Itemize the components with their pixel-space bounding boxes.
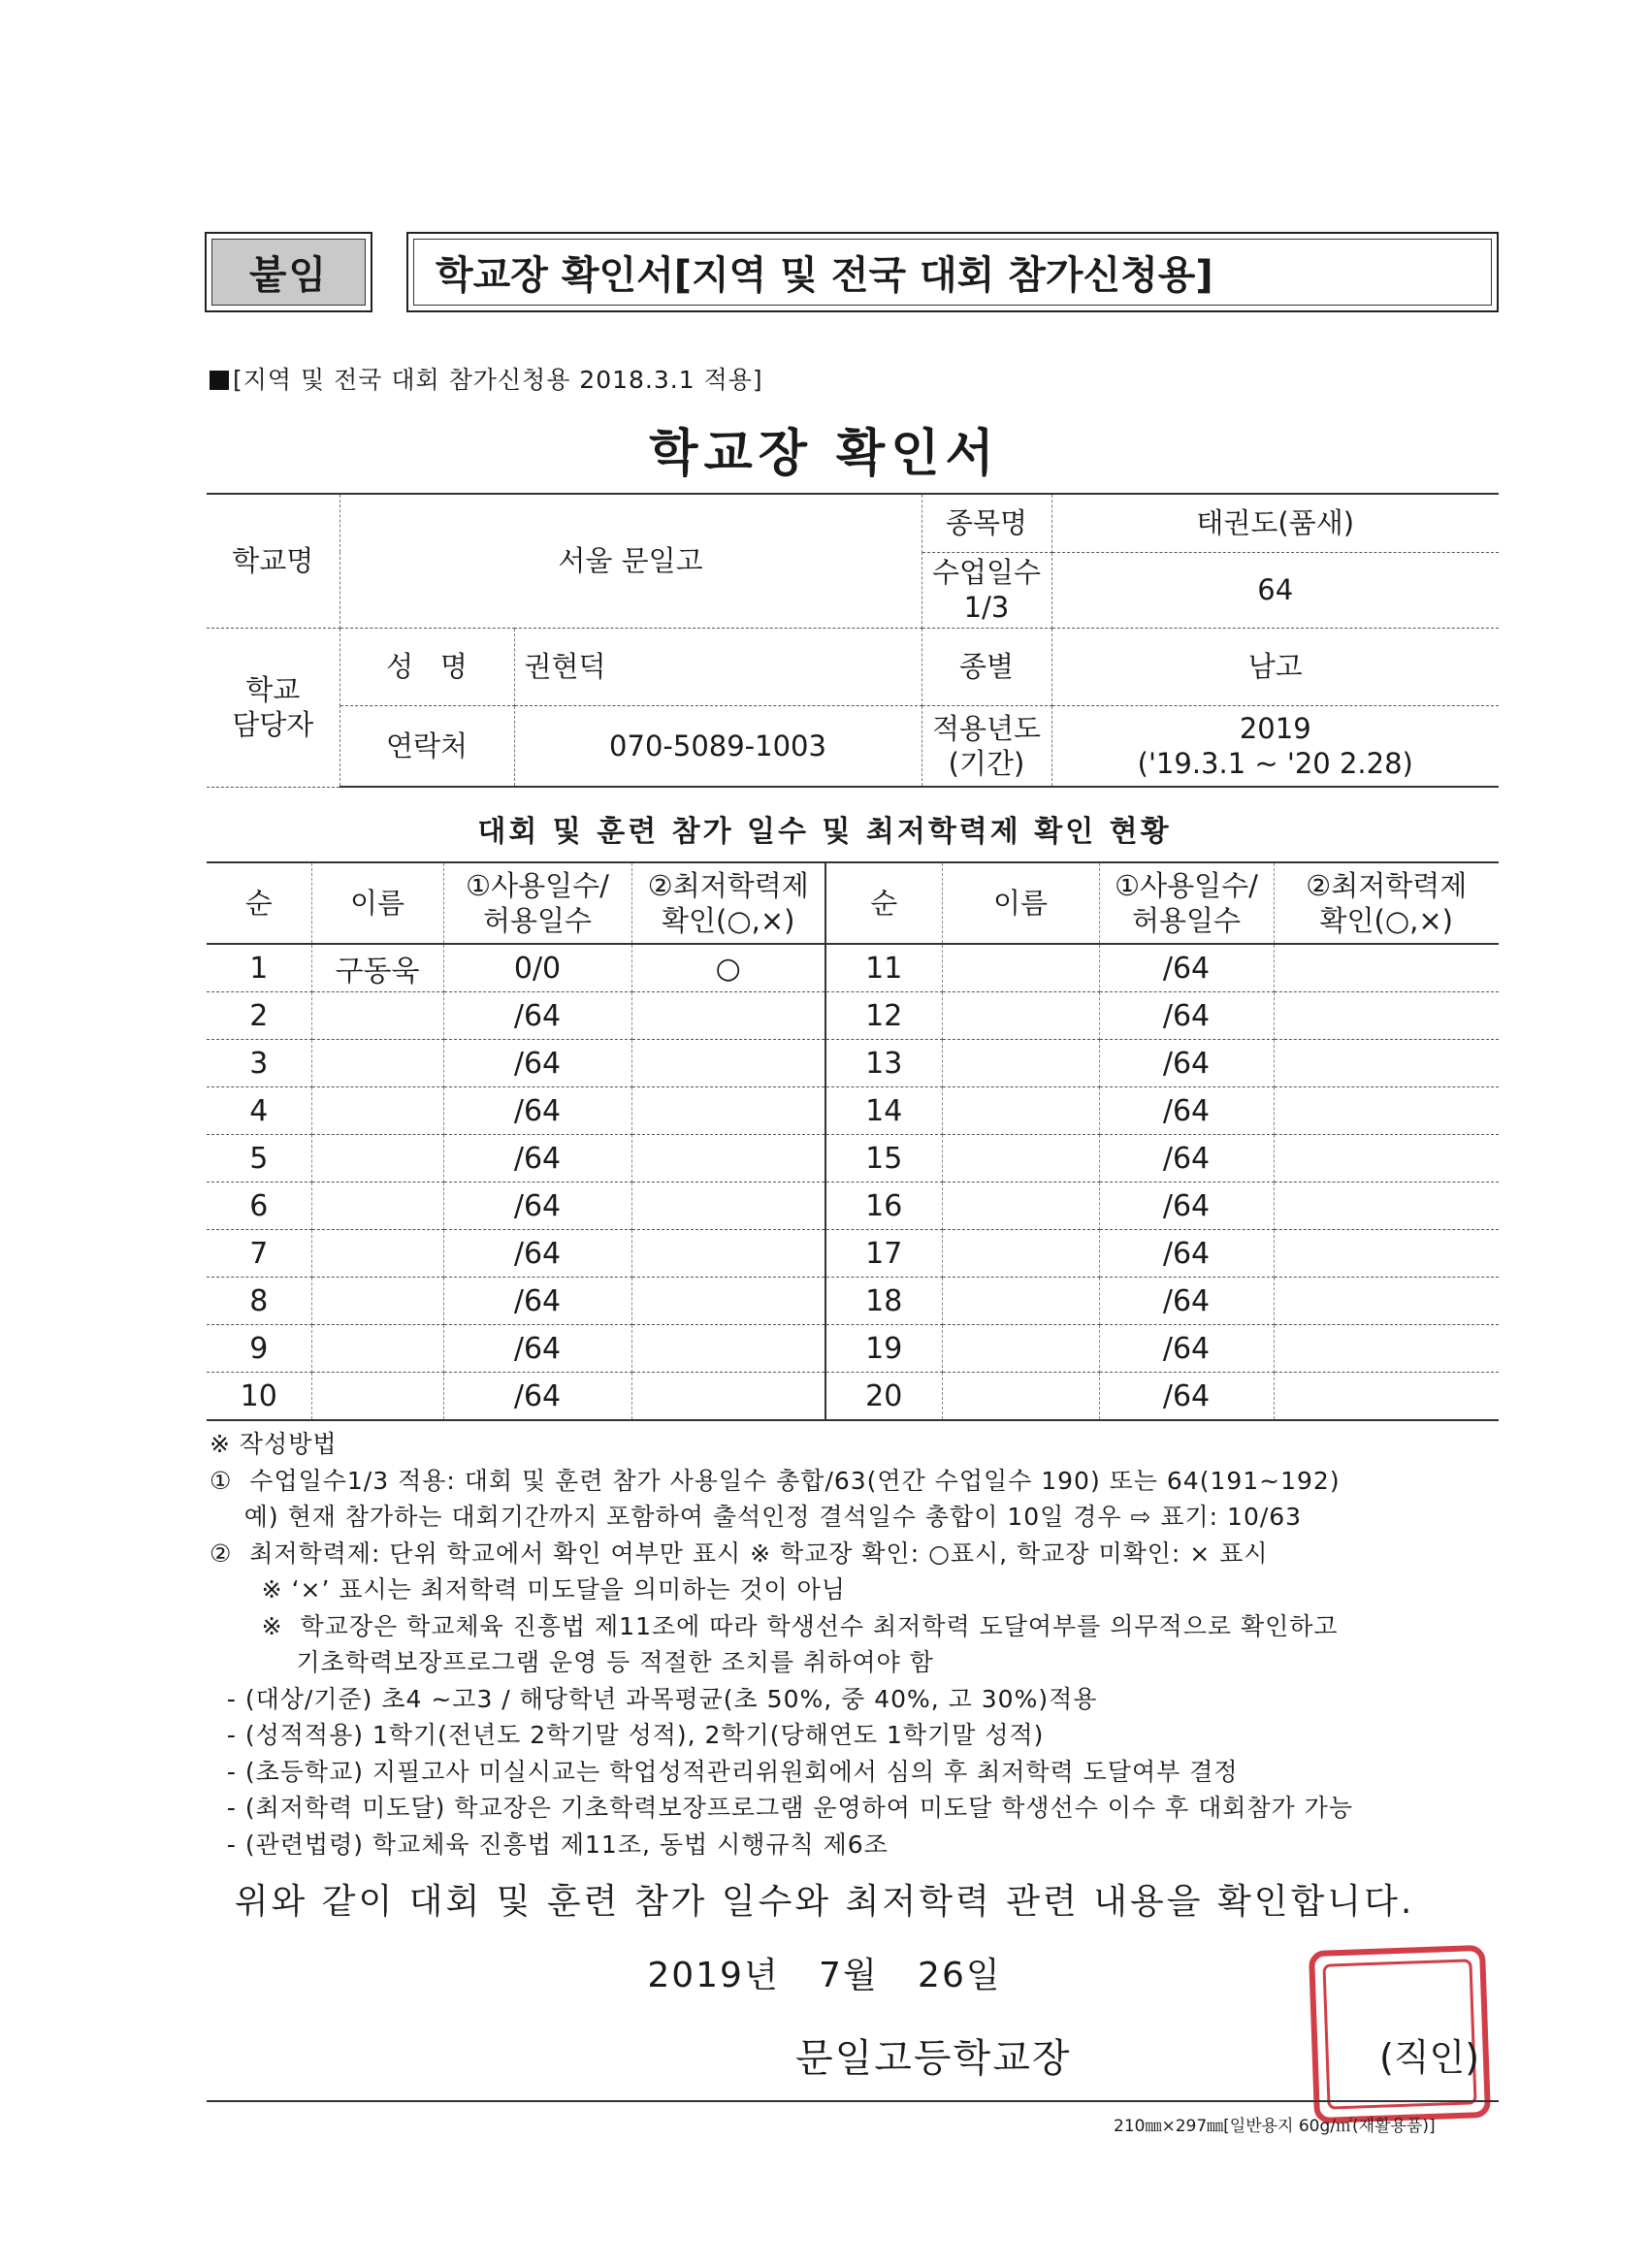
class-days-label: 수업일수 1/3 <box>922 552 1051 628</box>
notes-heading: ※ 작성방법 <box>210 1430 338 1458</box>
square-bullet-icon <box>210 371 229 390</box>
row-name <box>942 1183 1099 1230</box>
header-title-box <box>406 232 1499 312</box>
row-check <box>631 1278 825 1325</box>
row-no: 20 <box>825 1373 942 1421</box>
row-check <box>1274 1040 1499 1087</box>
row-no: 17 <box>825 1230 942 1278</box>
confirmation-statement: 위와 같이 대회 및 훈련 참가 일수와 최저학력 관련 내용을 확인합니다. <box>234 1882 1415 1922</box>
row-days: /64 <box>443 1040 631 1087</box>
row-days: /64 <box>1099 1135 1274 1183</box>
person-name-value: 권현덕 <box>514 628 922 705</box>
row-no: 14 <box>825 1087 942 1135</box>
row-check <box>1274 1230 1499 1278</box>
row-days: /64 <box>443 1230 631 1278</box>
row-check <box>1274 1135 1499 1183</box>
notes-line: - (최저학력 미도달) 학교장은 기초학력보장프로그램 운영하여 미도달 학생선수 이수 후 대회참가 가능 <box>210 1794 1353 1822</box>
row-days: /64 <box>443 992 631 1040</box>
notes-line: 예) 현재 참가하는 대회기간까지 포함하여 출석인정 결석일수 총합이 10일 경우 ⇨ 표기: 10/63 <box>210 1503 1303 1531</box>
row-days: /64 <box>443 1087 631 1135</box>
table-row <box>207 1087 1499 1135</box>
header-name: 이름 <box>311 862 443 944</box>
gender-type-value: 남고 <box>1051 628 1499 705</box>
row-check <box>631 1087 825 1135</box>
year-label: 적용년도 (기간) <box>922 705 1051 787</box>
notes-line: - (대상/기준) 초4 ~고3 / 해당학년 과목평균(초 50%, 중 40%, 고 30%)적용 <box>210 1684 1098 1713</box>
row-days: /64 <box>1099 1087 1274 1135</box>
row-name <box>311 1040 443 1087</box>
school-manager-label: 학교 담당자 <box>207 628 340 787</box>
sign-date: 2019년 7월 26일 <box>647 1956 1002 1995</box>
document-title: 학교장 확인서 <box>649 425 1000 483</box>
attachment-label: 붙임 <box>211 239 366 306</box>
row-days: /64 <box>443 1135 631 1183</box>
row-days: /64 <box>1099 944 1274 992</box>
row-days: /64 <box>443 1373 631 1421</box>
notes-line: - (초등학교) 지필고사 미실시교는 학업성적관리위원회에서 심의 후 최저학력 도달여부 결정 <box>210 1757 1239 1786</box>
row-name <box>942 1040 1099 1087</box>
notes-line: ② 최저학력제: 단위 학교에서 확인 여부만 표시 ※ 학교장 확인: ○표시, 학교장 미확인: × 표시 <box>210 1539 1269 1568</box>
row-no: 13 <box>825 1040 942 1087</box>
notes-line: - (관련법령) 학교체육 진흥법 제11조, 동법 시행규칙 제6조 <box>210 1830 889 1859</box>
row-name <box>942 1135 1099 1183</box>
row-name <box>311 1325 443 1373</box>
row-days: /64 <box>1099 1278 1274 1325</box>
row-no: 7 <box>207 1230 311 1278</box>
row-days: /64 <box>1099 1040 1274 1087</box>
row-name <box>942 1278 1099 1325</box>
status-table <box>207 861 1499 1421</box>
notes-line: - (성적적용) 1학기(전년도 2학기말 성적), 2학기(당해연도 1학기말 성적) <box>210 1721 1045 1749</box>
row-no: 6 <box>207 1183 311 1230</box>
header-title: 학교장 확인서[지역 및 전국 대회 참가신청용] <box>413 239 1492 306</box>
table-row <box>207 1325 1499 1373</box>
notes-line: ※ ‘×’ 표시는 최저학력 미도달을 의미하는 것이 아님 <box>210 1575 846 1604</box>
row-name <box>311 1183 443 1230</box>
row-no: 1 <box>207 944 311 992</box>
row-days: 0/0 <box>443 944 631 992</box>
row-name <box>311 1135 443 1183</box>
header-no: 순 <box>825 862 942 944</box>
row-name <box>311 1373 443 1421</box>
bottom-divider <box>207 2100 1499 2102</box>
attachment-label-box <box>205 232 372 312</box>
notes-line: 기초학력보장프로그램 운영 등 적절한 조치를 취하여야 함 <box>210 1648 934 1676</box>
row-days: /64 <box>1099 1183 1274 1230</box>
paper-spec: 210㎜×297㎜[일반용지 60g/㎡(재활용품)] <box>1114 2117 1436 2136</box>
row-check: ○ <box>631 944 825 992</box>
row-check <box>1274 1087 1499 1135</box>
row-check <box>631 1040 825 1087</box>
contact-label: 연락처 <box>340 705 514 787</box>
table-row <box>207 1230 1499 1278</box>
header-days: ①사용일수/ 허용일수 <box>443 862 631 944</box>
header-days: ①사용일수/ 허용일수 <box>1099 862 1274 944</box>
writing-instructions <box>210 1426 1509 1863</box>
table-row <box>207 992 1499 1040</box>
row-days: /64 <box>443 1183 631 1230</box>
event-value: 태권도(품새) <box>1051 494 1499 552</box>
gender-type-label: 종별 <box>922 628 1051 705</box>
row-check <box>1274 1325 1499 1373</box>
row-no: 16 <box>825 1183 942 1230</box>
row-check <box>631 1373 825 1421</box>
notes-line: ① 수업일수1/3 적용: 대회 및 훈련 참가 사용일수 총합/63(연간 수업일수 190) 또는 64(191~192) <box>210 1466 1341 1495</box>
table-row <box>207 1183 1499 1230</box>
row-check <box>631 1183 825 1230</box>
row-check <box>631 1230 825 1278</box>
row-name <box>942 1087 1099 1135</box>
row-name <box>311 1087 443 1135</box>
principal-title: 문일고등학교장 <box>795 2036 1072 2081</box>
row-days: /64 <box>1099 992 1274 1040</box>
row-name <box>942 992 1099 1040</box>
row-days: /64 <box>443 1325 631 1373</box>
class-days-value: 64 <box>1051 552 1499 628</box>
table-row <box>207 944 1499 992</box>
row-name <box>311 992 443 1040</box>
row-days: /64 <box>1099 1325 1274 1373</box>
table-row <box>207 1135 1499 1183</box>
row-name <box>942 1325 1099 1373</box>
row-name <box>311 1230 443 1278</box>
form-note <box>210 361 763 396</box>
status-heading: 대회 및 훈련 참가 일수 및 최저학력제 확인 현황 <box>477 815 1172 849</box>
table-row <box>207 1278 1499 1325</box>
school-name-label: 학교명 <box>207 494 340 628</box>
row-days: /64 <box>1099 1373 1274 1421</box>
row-check <box>1274 992 1499 1040</box>
header-check: ②최저학력제 확인(○,×) <box>1274 862 1499 944</box>
year-value: 2019 ('19.3.1 ~ '20 2.28) <box>1051 705 1499 787</box>
row-check <box>631 992 825 1040</box>
row-check <box>1274 1278 1499 1325</box>
row-no: 8 <box>207 1278 311 1325</box>
row-name: 구동욱 <box>311 944 443 992</box>
row-no: 18 <box>825 1278 942 1325</box>
header-check: ②최저학력제 확인(○,×) <box>631 862 825 944</box>
school-name-value: 서울 문일고 <box>340 494 922 628</box>
person-name-label: 성 명 <box>340 628 514 705</box>
contact-value: 070-5089-1003 <box>514 705 922 787</box>
row-no: 19 <box>825 1325 942 1373</box>
notes-line: ※ 학교장은 학교체육 진흥법 제11조에 따라 학생선수 최저학력 도달여부를 의무적으로 확인하고 <box>210 1611 1339 1640</box>
row-no: 5 <box>207 1135 311 1183</box>
row-days: /64 <box>443 1278 631 1325</box>
row-no: 11 <box>825 944 942 992</box>
row-check <box>1274 944 1499 992</box>
row-no: 9 <box>207 1325 311 1373</box>
table-row <box>207 1373 1499 1421</box>
row-check <box>631 1325 825 1373</box>
row-no: 15 <box>825 1135 942 1183</box>
header-name: 이름 <box>942 862 1099 944</box>
form-note-text: [지역 및 전국 대회 참가신청용 2018.3.1 적용] <box>233 366 763 394</box>
row-name <box>942 944 1099 992</box>
row-no: 2 <box>207 992 311 1040</box>
info-table <box>207 493 1499 788</box>
header-no: 순 <box>207 862 311 944</box>
row-check <box>631 1135 825 1183</box>
row-days: /64 <box>1099 1230 1274 1278</box>
row-no: 12 <box>825 992 942 1040</box>
row-check <box>1274 1373 1499 1421</box>
row-name <box>311 1278 443 1325</box>
row-name <box>942 1230 1099 1278</box>
row-no: 10 <box>207 1373 311 1421</box>
row-name <box>942 1373 1099 1421</box>
row-no: 3 <box>207 1040 311 1087</box>
row-check <box>1274 1183 1499 1230</box>
event-label: 종목명 <box>922 494 1051 552</box>
table-row <box>207 1040 1499 1087</box>
seal-mark: (직인) <box>1379 2036 1480 2079</box>
row-no: 4 <box>207 1087 311 1135</box>
